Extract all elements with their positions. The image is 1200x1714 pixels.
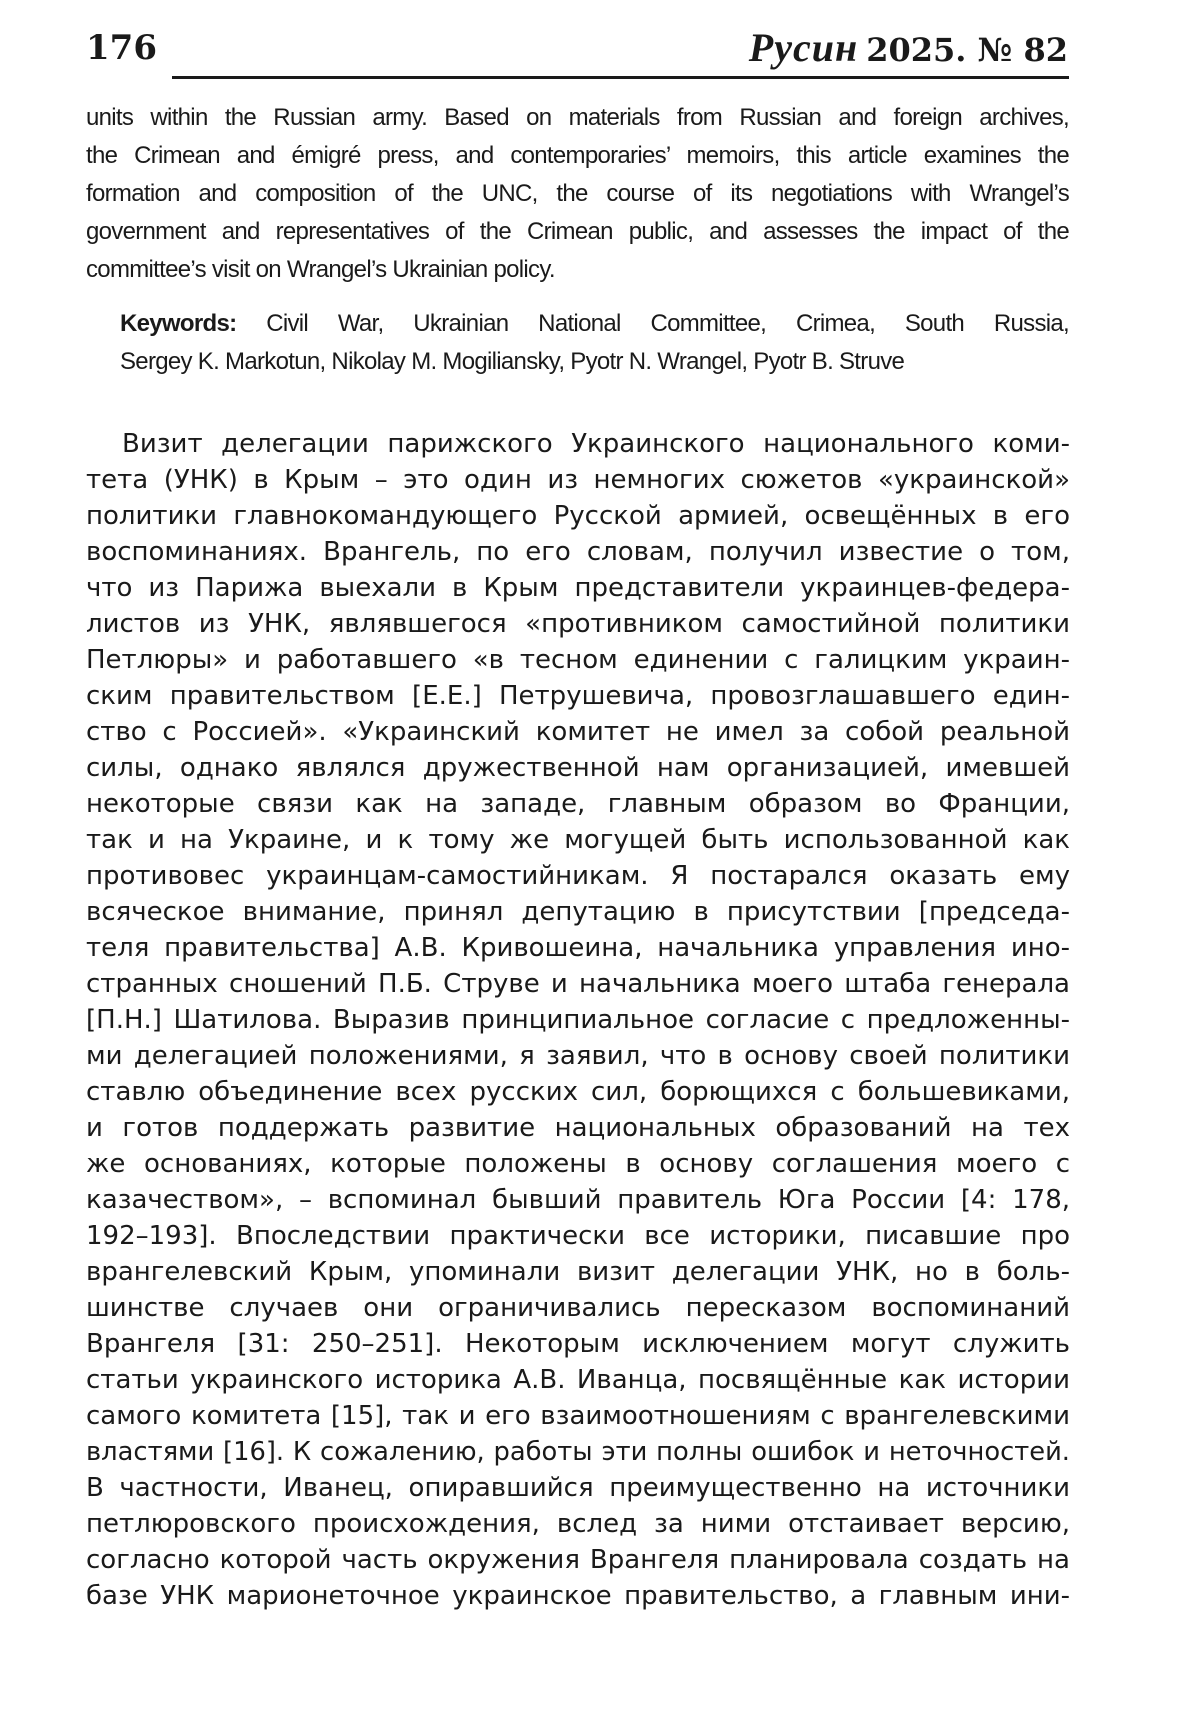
abstract-line: committee’s visit on Wrangel’s Ukrainian policy. — [86, 256, 555, 283]
body-line: статьи украинского историка А.В. Иванца, посвящённые как истории — [86, 1365, 1070, 1395]
body-line: некоторые связи как на западе, главным образом во Франции, — [86, 789, 1070, 819]
body-line: Врангеля [31: 250–251]. Некоторым исключением могут служить — [86, 1329, 1070, 1359]
body-line: ство с Россией». «Украинский комитет не имел за собой реальной — [86, 717, 1070, 747]
body-line: согласно которой часть окружения Врангеля планировала создать на — [86, 1545, 1070, 1575]
journal-name: Русин — [748, 25, 859, 70]
article-body — [86, 426, 1070, 1614]
body-line: тета (УНК) в Крым – это один из немногих сюжетов «украинской» — [86, 465, 1070, 495]
body-line: и готов поддержать развитие национальных образований на тех — [86, 1113, 1070, 1143]
body-line: базе УНК марионеточное украинское правительство, а главным ини- — [86, 1581, 1070, 1611]
journal-title — [749, 24, 1068, 74]
body-line: ским правительством [Е.Е.] Петрушевича, провозглашавшего един- — [86, 681, 1070, 711]
page-number: 176 — [86, 28, 157, 68]
abstract-line: government and representatives of the Crimean public, and assesses the impact of the — [86, 218, 1069, 245]
body-line: Петлюры» и работавшего «в тесном единении с галицким украин- — [86, 645, 1070, 675]
keywords-text: Civil War, Ukrainian National Committee, Crimea, South Russia, — [266, 310, 1070, 337]
abstract-line: formation and composition of the UNC, the course of its negotiations with Wrangel’s — [86, 180, 1069, 207]
keywords-label: Keywords: — [120, 310, 237, 337]
body-line: [П.Н.] Шатилова. Выразив принципиальное согласие с предложенны- — [86, 1005, 1070, 1035]
body-line: властями [16]. К сожалению, работы эти полны ошибок и неточностей. — [86, 1437, 1070, 1467]
body-line: В частности, Иванец, опиравшийся преимущественно на источники — [86, 1473, 1070, 1503]
journal-issue: 2025. № 82 — [866, 31, 1068, 69]
body-line: всяческое внимание, принял депутацию в присутствии [председа- — [86, 897, 1070, 927]
abstract-line: units within the Russian army. Based on materials from Russian and foreign archives, — [86, 104, 1069, 131]
body-line: листов из УНК, являвшегося «противником самостийной политики — [86, 609, 1070, 639]
keywords-line: Sergey K. Markotun, Nikolay M. Mogiliansky, Pyotr N. Wrangel, Pyotr B. Struve — [120, 348, 905, 375]
body-line: казачеством», – вспоминал бывший правитель Юга России [4: 178, — [86, 1185, 1070, 1215]
body-line: самого комитета [15], так и его взаимоотношениям с врангелевскими — [86, 1401, 1070, 1431]
body-line: 192–193]. Впоследствии практически все историки, писавшие про — [86, 1221, 1070, 1251]
page-header — [86, 24, 1068, 78]
body-line: шинстве случаев они ограничивались пересказом воспоминаний — [86, 1293, 1070, 1323]
keywords — [86, 305, 1069, 381]
abstract-paragraph — [86, 99, 1069, 289]
header-rule — [172, 76, 1069, 79]
body-line: врангелевский Крым, упоминали визит делегации УНК, но в боль- — [86, 1257, 1070, 1287]
body-line: петлюровского происхождения, вслед за ними отстаивает версию, — [86, 1509, 1070, 1539]
body-line: ми делегацией положениями, я заявил, что в основу своей политики — [86, 1041, 1070, 1071]
body-line: политики главнокомандующего Русской армией, освещённых в его — [86, 501, 1070, 531]
body-line: странных сношений П.Б. Струве и начальника моего штаба генерала — [86, 969, 1070, 999]
body-line: же основаниях, которые положены в основу соглашения моего с — [86, 1149, 1070, 1179]
body-line: ставлю объединение всех русских сил, борющихся с большевиками, — [86, 1077, 1070, 1107]
abstract — [86, 99, 1069, 381]
body-line: что из Парижа выехали в Крым представители украинцев-федера- — [86, 573, 1070, 603]
body-line: воспоминаниях. Врангель, по его словам, получил известие о том, — [86, 537, 1070, 567]
body-line: теля правительства] А.В. Кривошеина, начальника управления ино- — [86, 933, 1070, 963]
body-paragraph — [86, 426, 1070, 1614]
keywords-line — [86, 305, 1069, 343]
abstract-line: the Crimean and émigré press, and contemporaries’ memoirs, this article examines the — [86, 142, 1069, 169]
body-line: Визит делегации парижского Украинского национального коми- — [122, 429, 1070, 459]
body-line: силы, однако являлся дружественной нам организацией, имевшей — [86, 753, 1070, 783]
body-line: противовес украинцам-самостийникам. Я постарался оказать ему — [86, 861, 1070, 891]
body-line: так и на Украине, и к тому же могущей быть использованной как — [86, 825, 1070, 855]
